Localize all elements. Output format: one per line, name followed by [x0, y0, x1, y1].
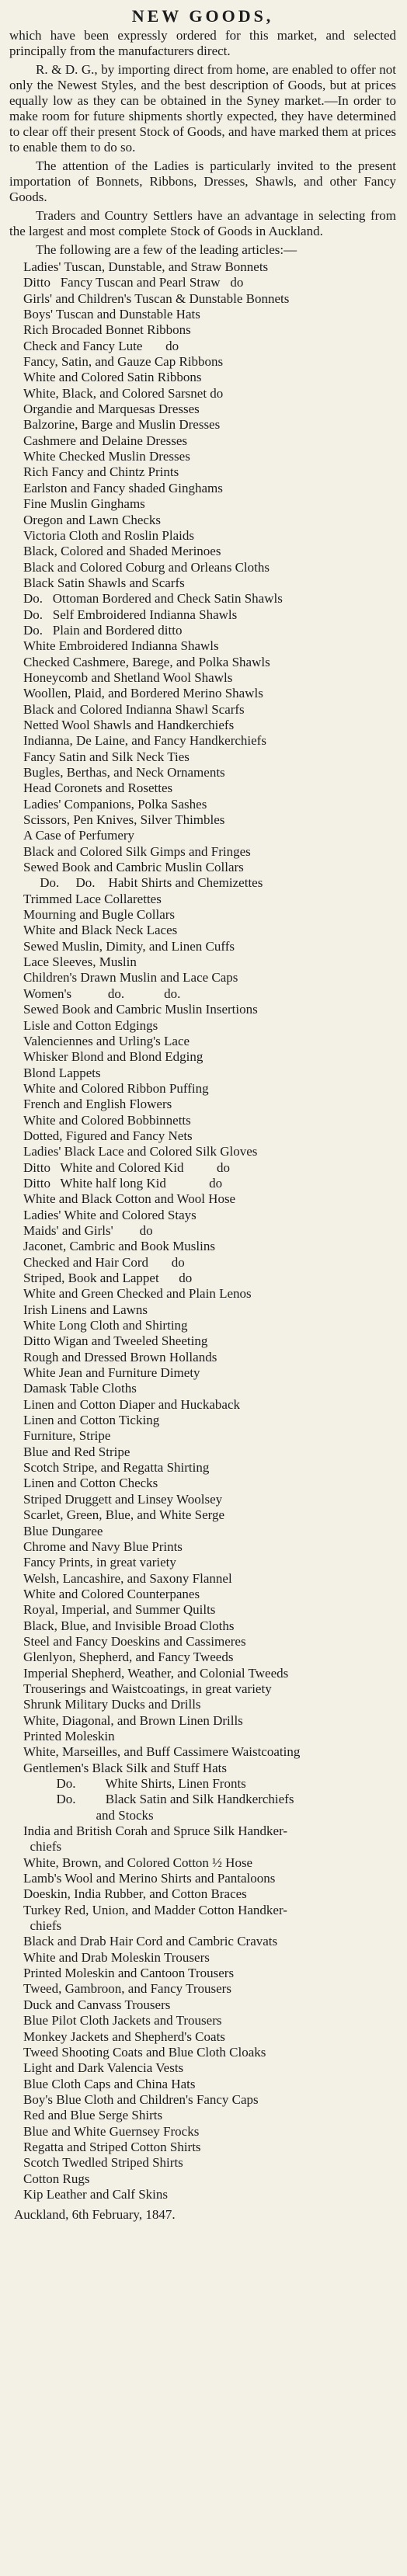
article-item: Scotch Stripe, and Regatta Shirting [23, 1460, 210, 1476]
article-item: White, Marseilles, and Buff Cassimere Waistcoating [23, 1744, 301, 1760]
articles-list [9, 259, 396, 2202]
article-item: Black and Colored Indianna Shawl Scarfs [23, 701, 245, 717]
article-item: Black, Colored and Shaded Merinoes [23, 544, 221, 559]
article-item: Rich Fancy and Chintz Prints [23, 464, 179, 480]
article-item: Fine Muslin Ginghams [23, 496, 145, 512]
article-item: Ladies' Tuscan, Dunstable, and Straw Bonnets [23, 259, 269, 274]
article-item: Blue Dungaree [23, 1523, 103, 1538]
date-line: Auckland, 6th February, 1847. [14, 2207, 176, 2223]
article-item: White and Green Checked and Plain Lenos [23, 1286, 252, 1302]
articles-heading: The following are a few of the leading articles:— [36, 242, 297, 257]
article-item: Fancy, Satin, and Gauze Cap Ribbons [23, 354, 224, 370]
article-item: White Embroidered Indianna Shawls [23, 638, 219, 654]
article-item: Duck and Canvass Trousers [23, 1997, 171, 2012]
article-item: Balzorine, Barge and Muslin Dresses [23, 417, 221, 433]
article-item: Blue Pilot Cloth Jackets and Trousers [23, 2013, 222, 2028]
article-item: Oregon and Lawn Checks [23, 512, 162, 527]
article-item: Monkey Jackets and Shepherd's Coats [23, 2028, 225, 2044]
article-item: Cotton Rugs [23, 2171, 90, 2186]
article-item: Do. Ottoman Bordered and Check Satin Shawls [23, 591, 283, 607]
article-item: Irish Linens and Lawns [23, 1302, 148, 1317]
article-item: Ditto White half long Kid do [23, 1175, 223, 1191]
article-item: Trimmed Lace Collarettes [23, 891, 162, 906]
article-item: White and Colored Ribbon Puffing [23, 1080, 209, 1096]
article-item: Damask Table Cloths [23, 1381, 137, 1396]
article-item: White and Colored Bobbinnetts [23, 1112, 191, 1128]
article-item: Striped, Book and Lappet do [23, 1271, 193, 1285]
article-item: Head Coronets and Rosettes [23, 780, 173, 796]
ladies-paragraph: The attention of the Ladies is particularly invited to the present importation of Bonnets, Ribbons, Dresses, Shawls, and other Fancy Goods. [9, 158, 396, 204]
article-item: Sewed Book and Cambric Muslin Collars [23, 860, 244, 875]
article-item: Earlston and Fancy shaded Ginghams [23, 480, 223, 495]
article-item: Do. Plain and Bordered ditto [23, 622, 183, 638]
article-item: White and Black Neck Laces [23, 923, 178, 938]
article-item: Black and Colored Silk Gimps and Fringes [23, 843, 251, 859]
article-item: Valenciennes and Urling's Lace [23, 1033, 190, 1048]
article-item: India and British Corah and Spruce Silk Handker- [23, 1823, 288, 1839]
article-item: Women's do. do. [23, 986, 181, 1001]
article-item: Blue Cloth Caps and China Hats [23, 2076, 196, 2091]
article-item: Checked and Hair Cord do [23, 1254, 185, 1270]
article-item: Do. Black Satin and Silk Handkerchiefs [23, 1792, 294, 1807]
article-item: Dotted, Figured and Fancy Nets [23, 1128, 193, 1143]
article-item: Scotch Twedled Striped Shirts [23, 2155, 183, 2171]
article-item: Scarlet, Green, Blue, and White Serge [23, 1507, 225, 1523]
article-item: Ladies' White and Colored Stays [23, 1207, 197, 1222]
article-item: Honeycomb and Shetland Wool Shawls [23, 669, 233, 685]
article-item: Netted Wool Shawls and Handkerchiefs [23, 717, 235, 732]
article-item: Glenlyon, Shepherd, and Fancy Tweeds [23, 1650, 234, 1665]
article-item: Bugles, Berthas, and Neck Ornaments [23, 765, 225, 780]
article-item: Mourning and Bugle Collars [23, 907, 176, 923]
article-item: Black Satin Shawls and Scarfs [23, 575, 185, 590]
article-item: Black and Drab Hair Cord and Cambric Cravats [23, 1934, 278, 1949]
article-item: Shrunk Military Ducks and Drills [23, 1697, 201, 1712]
article-item: Red and Blue Serge Shirts [23, 2108, 163, 2123]
article-item: Children's Drawn Muslin and Lace Caps [23, 970, 238, 986]
article-item: Tweed Shooting Coats and Blue Cloth Cloaks [23, 2044, 266, 2060]
article-item: Doeskin, India Rubber, and Cotton Braces [23, 1886, 247, 1902]
article-item: Tweed, Gambroon, and Fancy Trousers [23, 1981, 231, 1997]
article-item: Do. Do. Habit Shirts and Chemizettes [23, 875, 263, 891]
intro-paragraph: which have been expressly ordered for this market, and selected principally from the manufacturers direct. [9, 28, 396, 58]
article-item: Checked Cashmere, Barege, and Polka Shawls [23, 654, 270, 669]
ad-title: NEW GOODS, [131, 6, 274, 26]
article-item: Fancy Prints, in great variety [23, 1555, 176, 1570]
article-item: Gentlemen's Black Silk and Stuff Hats [23, 1760, 227, 1775]
article-item: Do. Self Embroidered Indianna Shawls [23, 607, 238, 622]
article-item: Black and Colored Coburg and Orleans Cloths [23, 559, 270, 575]
article-item: Printed Moleskin and Cantoon Trousers [23, 1966, 235, 1981]
article-item: Steel and Fancy Doeskins and Cassimeres [23, 1633, 246, 1649]
article-item: Light and Dark Valencia Vests [23, 2060, 184, 2076]
article-item: Organdie and Marquesas Dresses [23, 402, 200, 417]
traders-paragraph: Traders and Country Settlers have an advantage in selecting from the largest and most complete Stock of Goods in Auckland. [9, 208, 396, 238]
article-item: Lace Sleeves, Muslin [23, 954, 137, 970]
article-item: Victoria Cloth and Roslin Plaids [23, 527, 194, 543]
article-item: Woollen, Plaid, and Bordered Merino Shawls [23, 686, 263, 701]
article-item: Chrome and Navy Blue Prints [23, 1538, 183, 1554]
article-item: White Long Cloth and Shirting [23, 1318, 188, 1333]
article-item: Royal, Imperial, and Summer Quilts [23, 1602, 216, 1618]
article-item: Maids' and Girls' do [23, 1222, 153, 1238]
article-item: chiefs [23, 1918, 62, 1934]
article-item: White and Drab Moleskin Trousers [23, 1949, 210, 1965]
article-item: Scissors, Pen Knives, Silver Thimbles [23, 812, 225, 828]
article-item: A Case of Perfumery [23, 828, 135, 843]
article-item: Lamb's Wool and Merino Shirts and Pantaloons [23, 1871, 276, 1886]
article-item: White, Black, and Colored Sarsnet do [23, 385, 224, 401]
article-item: Linen and Cotton Checks [23, 1476, 158, 1491]
article-item: Whisker Blond and Blond Edging [23, 1049, 204, 1065]
article-item: Blue and White Guernsey Frocks [23, 2123, 200, 2139]
article-item: chiefs [23, 1839, 62, 1855]
article-item: Jaconet, Cambric and Book Muslins [23, 1239, 215, 1254]
article-item: Sewed Book and Cambric Muslin Insertions [23, 1002, 258, 1017]
article-item: White and Colored Satin Ribbons [23, 370, 202, 385]
article-item: Regatta and Striped Cotton Shirts [23, 2139, 201, 2154]
article-item: Lisle and Cotton Edgings [23, 1017, 158, 1033]
article-item: White and Black Cotton and Wool Hose [23, 1191, 236, 1207]
article-item: Rich Brocaded Bonnet Ribbons [23, 322, 191, 338]
article-item: Rough and Dressed Brown Hollands [23, 1349, 217, 1364]
article-item: French and English Flowers [23, 1097, 172, 1112]
article-item: Girls' and Children's Tuscan & Dunstable Bonnets [23, 290, 290, 306]
article-item: Ladies' Black Lace and Colored Silk Gloves [23, 1144, 258, 1159]
article-item: Trouserings and Waistcoatings, in great variety [23, 1681, 272, 1696]
article-item: Striped Druggett and Linsey Woolsey [23, 1491, 223, 1507]
article-item: Imperial Shepherd, Weather, and Colonial Tweeds [23, 1665, 289, 1681]
article-item: Fancy Satin and Silk Neck Ties [23, 749, 190, 764]
article-item: and Stocks [23, 1807, 154, 1823]
import-paragraph: R. & D. G., by importing direct from home, are enabled to offer not only the Newest Styles, and the best description of Goods, but at prices equally low as they can be obtained in the Syney market.—In order to make room for future shipments shortly expected, they have determined to clear off their present Stock of Goods, and have marked them at prices to enable them to do so. [9, 62, 396, 155]
article-item: Linen and Cotton Ticking [23, 1413, 160, 1428]
article-item: White and Colored Counterpanes [23, 1586, 200, 1601]
article-item: Furniture, Stripe [23, 1428, 111, 1444]
article-item: Boy's Blue Cloth and Children's Fancy Caps [23, 2091, 259, 2107]
article-item: Black, Blue, and Invisible Broad Cloths [23, 1618, 235, 1633]
article-item: Blue and Red Stripe [23, 1444, 130, 1459]
article-item: Ditto White and Colored Kid do [23, 1159, 230, 1175]
article-item: Do. White Shirts, Linen Fronts [23, 1776, 246, 1791]
article-item: Printed Moleskin [23, 1728, 115, 1743]
article-item: Indianna, De Laine, and Fancy Handkerchiefs [23, 733, 266, 749]
article-item: Turkey Red, Union, and Madder Cotton Handker- [23, 1902, 287, 1917]
article-item: White, Brown, and Colored Cotton ½ Hose [23, 1855, 253, 1870]
article-item: White, Diagonal, and Brown Linen Drills [23, 1712, 243, 1728]
article-item: Linen and Cotton Diaper and Huckaback [23, 1396, 240, 1412]
article-item: Boys' Tuscan and Dunstable Hats [23, 307, 200, 322]
article-item: White Checked Muslin Dresses [23, 449, 190, 464]
article-item: Kip Leather and Calf Skins [23, 2186, 169, 2202]
article-item: Ditto Wigan and Tweeled Sheeting [23, 1333, 208, 1349]
article-item: Ditto Fancy Tuscan and Pearl Straw do [23, 275, 244, 290]
article-item: Ladies' Companions, Polka Sashes [23, 796, 207, 812]
article-item: Blond Lappets [23, 1065, 101, 1080]
article-item: Sewed Muslin, Dimity, and Linen Cuffs [23, 938, 235, 954]
article-item: White Jean and Furniture Dimety [23, 1365, 200, 1381]
article-item: Check and Fancy Lute do [23, 338, 179, 353]
article-item: Welsh, Lancashire, and Saxony Flannel [23, 1570, 232, 1586]
article-item: Cashmere and Delaine Dresses [23, 433, 188, 448]
